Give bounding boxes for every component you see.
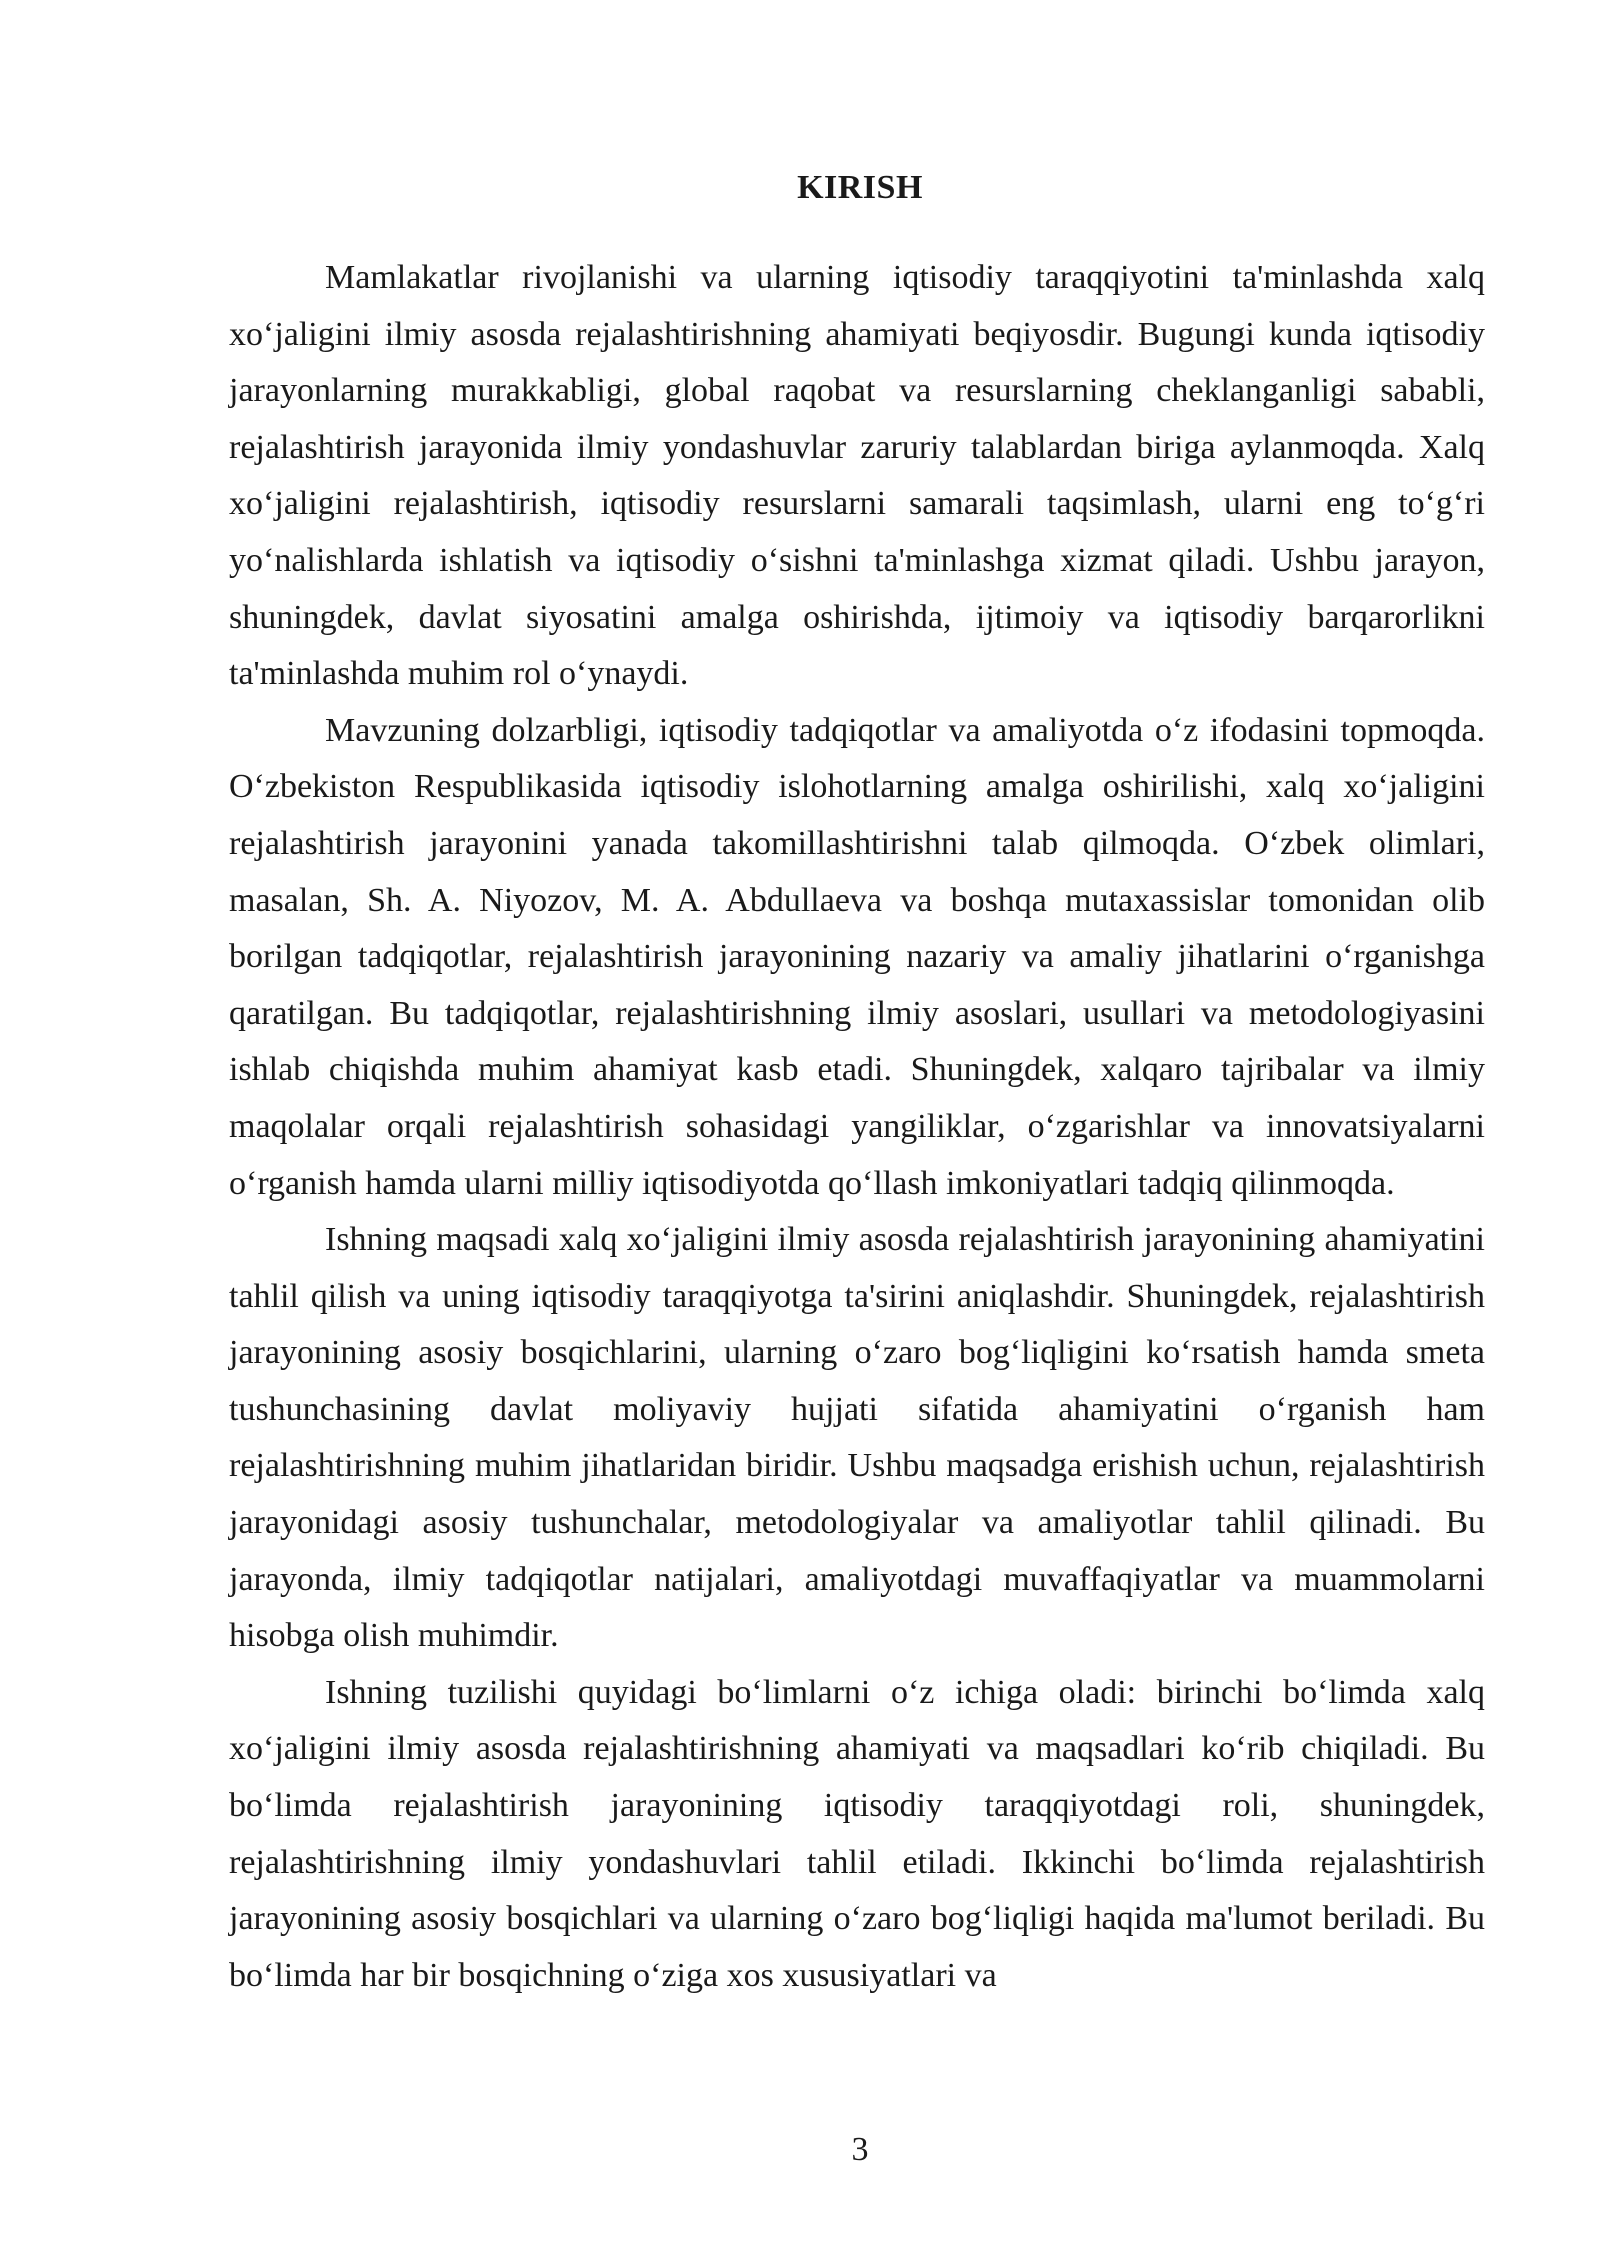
body-text xyxy=(229,250,1485,2004)
paragraph-goal: Ishning maqsadi xalq xo‘jaligini ilmiy asosda rejalashtirish jarayonining ahamiyatini tahlil qilish va uning iqtisodiy taraqqiyotga ta'sirini aniqlashdir. Shuningdek, rejalashtirish jarayonining asosiy bosqichlarini, ularning o‘zaro bog‘liqligini ko‘rsatish hamda smeta tushunchasining davlat moliyaviy hujjati sifatida ahamiyatini o‘rganish ham rejalashtirishning muhim jihatlaridan biridir. Ushbu maqsadga erishish uchun, rejalashtirish jarayonidagi asosiy tushunchalar, metodologiyalar va amaliyotlar tahlil qilinadi. Bu jarayonda, ilmiy tadqiqotlar natijalari, amaliyotdagi muvaffaqiyatlar va muammolarni hisobga olish muhimdir. xyxy=(229,1221,1485,1655)
paragraph-introduction: Mamlakatlar rivojlanishi va ularning iqtisodiy taraqqiyotini ta'minlashda xalq xo‘jaligini ilmiy asosda rejalashtirishning ahamiyati beqiyosdir. Bugungi kunda iqtisodiy jarayonlarning murakkabligi, global raqobat va resurslarning cheklanganligi sababli, rejalashtirish jarayonida ilmiy yondashuvlar zaruriy talablardan biriga aylanmoqda. Xalq xo‘jaligini rejalashtirish, iqtisodiy resurslarni samarali taqsimlash, ularni eng to‘g‘ri yo‘nalishlarda ishlatish va iqtisodiy o‘sishni ta'minlashga xizmat qiladi. Ushbu jarayon, shuningdek, davlat siyosatini amalga oshirishda, ijtimoiy va iqtisodiy barqarorlikni ta'minlashda muhim rol o‘ynaydi. xyxy=(229,259,1485,693)
paragraph-relevance: Mavzuning dolzarbligi, iqtisodiy tadqiqotlar va amaliyotda o‘z ifodasini topmoqda. O‘zbekiston Respublikasida iqtisodiy islohotlarning amalga oshirilishi, xalq xo‘jaligini rejalashtirish jarayonini yanada takomillashtirishni talab qilmoqda. O‘zbek olimlari, masalan, Sh. A. Niyozov, M. A. Abdullaeva va boshqa mutaxassislar tomonidan olib borilgan tadqiqotlar, rejalashtirish jarayonining nazariy va amaliy jihatlarini o‘rganishga qaratilgan. Bu tadqiqotlar, rejalashtirishning ilmiy asoslari, usullari va metodologiyasini ishlab chiqishda muhim ahamiyat kasb etadi. Shuningdek, xalqaro tajribalar va ilmiy maqolalar orqali rejalashtirish sohasidagi yangiliklar, o‘zgarishlar va innovatsiyalarni o‘rganish hamda ularni milliy iqtisodiyotda qo‘llash imkoniyatlari tadqiq qilinmoqda. xyxy=(229,711,1485,1202)
page-number: 3 xyxy=(851,2131,869,2168)
page-title: KIRISH xyxy=(797,169,923,206)
paragraph-structure: Ishning tuzilishi quyidagi bo‘limlarni o‘z ichiga oladi: birinchi bo‘limda xalq xo‘jaligini ilmiy asosda rejalashtirishning ahamiyati va maqsadlari ko‘rib chiqiladi. Bu bo‘limda rejalashtirish jarayonining iqtisodiy taraqqiyotdagi roli, shuningdek, rejalashtirishning ilmiy yondashuvlari tahlil etiladi. Ikkinchi bo‘limda rejalashtirish jarayonining asosiy bosqichlari va ularning o‘zaro bog‘liqligi haqida ma'lumot beriladi. Bu bo‘limda har bir bosqichning o‘ziga xos xususiyatlari va xyxy=(229,1673,1485,1994)
